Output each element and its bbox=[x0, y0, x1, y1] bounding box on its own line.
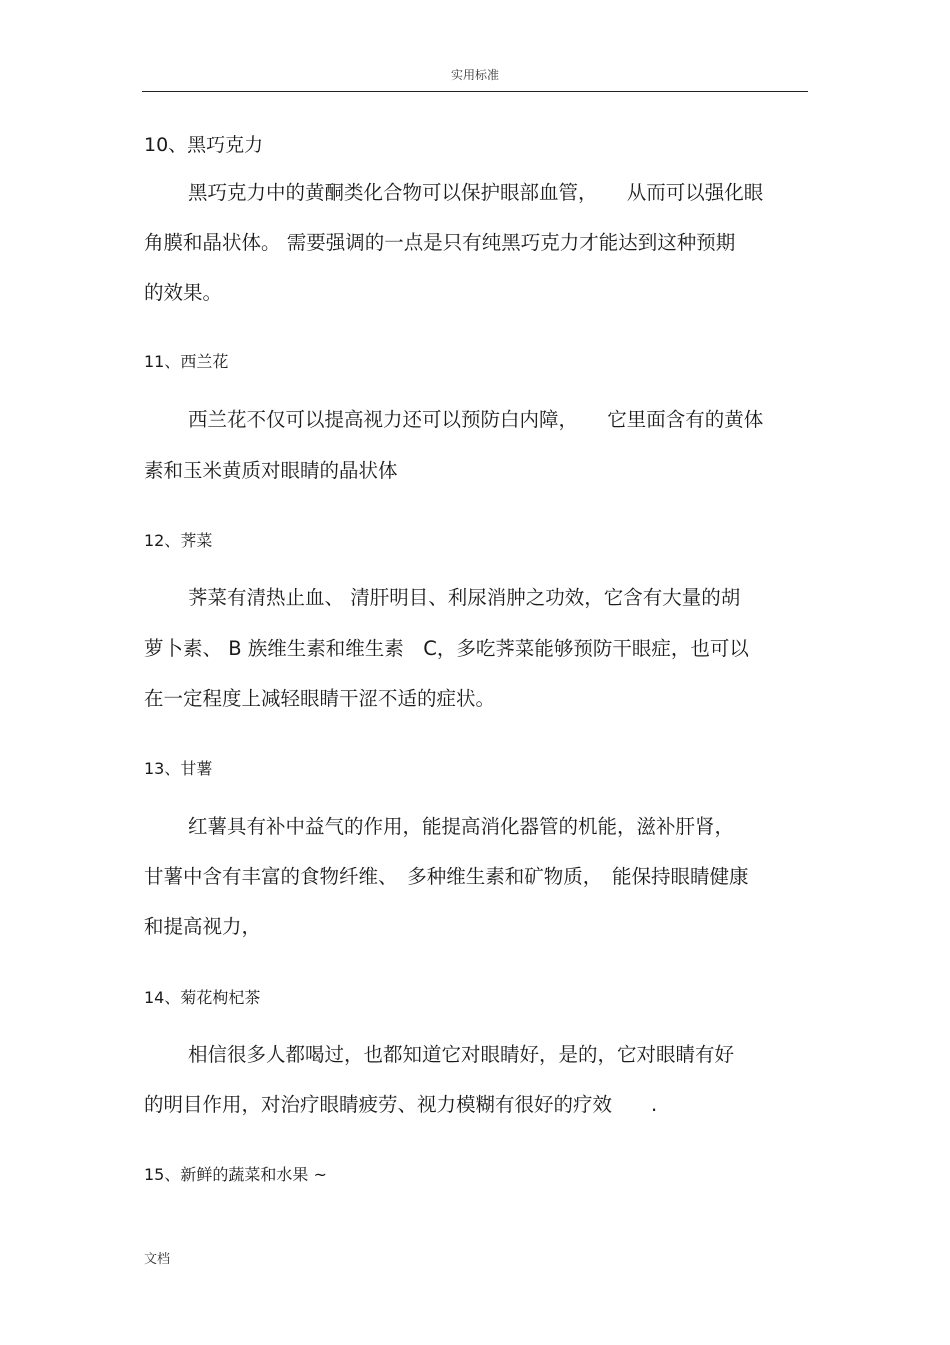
header-rule bbox=[142, 91, 808, 92]
paragraph-line: 西兰花不仅可以提高视力还可以预防白内障， 它里面含有的黄体 bbox=[188, 408, 764, 431]
paragraph-line: 荠菜有清热止血、 清肝明目、利尿消肿之功效，它含有大量的胡 bbox=[188, 586, 741, 609]
section-heading: 14、菊花枸杞茶 bbox=[144, 988, 261, 1007]
paragraph-line: 和提高视力， bbox=[144, 915, 262, 938]
paragraph-line: 角膜和晶状体。 需要强调的一点是只有纯黑巧克力才能达到这种预期 bbox=[144, 231, 736, 254]
section-heading: 15、新鲜的蔬菜和水果 ~ bbox=[144, 1165, 327, 1184]
section-heading: 13、甘薯 bbox=[144, 759, 213, 778]
page-header: 实用标准 bbox=[450, 68, 499, 82]
paragraph-line: 的效果。 bbox=[144, 281, 223, 304]
section-heading: 10、黑巧克力 bbox=[144, 134, 264, 156]
paragraph-line: 在一定程度上减轻眼睛干涩不适的症状。 bbox=[144, 687, 496, 710]
paragraph-line: 相信很多人都喝过，也都知道它对眼睛好，是的，它对眼睛有好 bbox=[188, 1043, 735, 1066]
paragraph-line: 甘薯中含有丰富的食物纤维、 多种维生素和矿物质， 能保持眼睛健康 bbox=[144, 865, 749, 888]
paragraph-line: 红薯具有补中益气的作用，能提高消化器管的机能，滋补肝肾， bbox=[188, 815, 735, 838]
section-heading: 11、西兰花 bbox=[144, 352, 229, 371]
paragraph-line: 黑巧克力中的黄酮类化合物可以保护眼部血管， 从而可以强化眼 bbox=[188, 181, 764, 204]
section-heading: 12、荠菜 bbox=[144, 531, 213, 550]
paragraph-line: 素和玉米黄质对眼睛的晶状体 bbox=[144, 459, 398, 482]
paragraph-line: 的明目作用，对治疗眼睛疲劳、视力模糊有很好的疗效 . bbox=[144, 1093, 658, 1116]
paragraph-line: 萝卜素、 B 族维生素和维生素 C，多吃荠菜能够预防干眼症，也可以 bbox=[144, 637, 749, 660]
page-footer: 文档 bbox=[144, 1252, 171, 1267]
